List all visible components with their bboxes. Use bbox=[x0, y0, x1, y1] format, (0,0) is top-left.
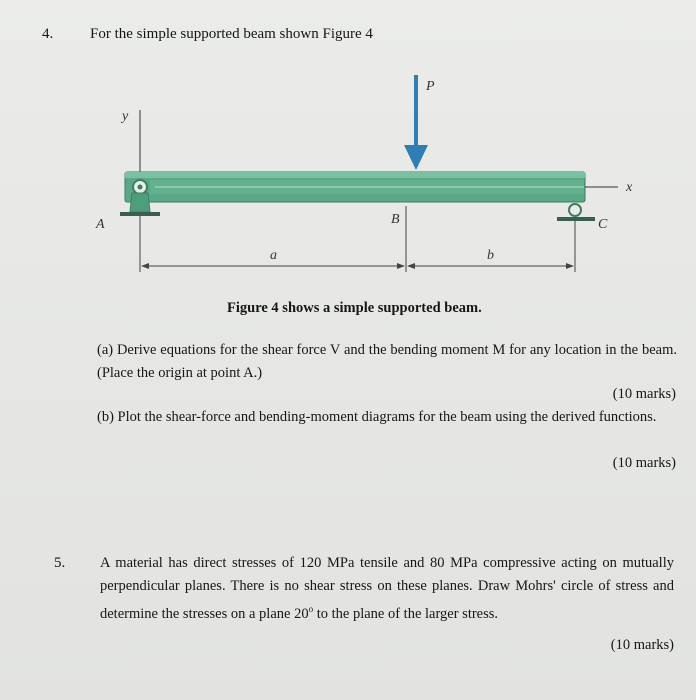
ground-c bbox=[557, 217, 595, 221]
question-4-number: 4. bbox=[42, 26, 54, 42]
question-5-body: A material has direct stresses of 120 MPa tensile and 80 MPa compressive acting on mutually perpendicular planes. There is no shear stress on these planes. Draw Mohrs' circle of stress and determine the stresses on a plane 20 bbox=[100, 555, 674, 622]
ground-a bbox=[120, 212, 160, 216]
label-b-length: b bbox=[487, 248, 494, 263]
dim-arrow-a-left bbox=[141, 263, 149, 269]
part-b-marks: (10 marks) bbox=[612, 455, 676, 471]
dim-arrow-b-right bbox=[566, 263, 574, 269]
figure-caption: Figure 4 shows a simple supported beam. bbox=[227, 300, 482, 316]
part-b-text: (b) Plot the shear-force and bending-moment diagrams for the beam using the derived functions. bbox=[97, 409, 657, 425]
part-a-marks: (10 marks) bbox=[612, 386, 676, 402]
pin-hole bbox=[138, 185, 143, 190]
part-a-text: (a) Derive equations for the shear force V and the bending moment M for any location in the beam. (Place the origin at point A.) bbox=[97, 342, 677, 381]
question-4-intro: For the simple supported beam shown Figure 4 bbox=[90, 26, 373, 42]
degree-symbol: o bbox=[308, 604, 314, 614]
label-a-length: a bbox=[270, 248, 277, 263]
label-a-point: A bbox=[96, 217, 105, 232]
beam-top-flange bbox=[125, 172, 585, 178]
question-5-number: 5. bbox=[54, 555, 66, 571]
beam-web bbox=[150, 180, 584, 194]
label-b-point: B bbox=[391, 212, 400, 227]
dim-arrow-b-left bbox=[407, 263, 415, 269]
question-5-marks: (10 marks) bbox=[610, 637, 674, 653]
dim-arrow-a-right bbox=[397, 263, 405, 269]
question-5-tail: to the plane of the larger stress. bbox=[313, 605, 499, 622]
roller-support-c bbox=[569, 204, 581, 216]
label-p: P bbox=[426, 79, 435, 94]
label-y: y bbox=[122, 109, 129, 124]
question-5-text bbox=[100, 552, 674, 626]
pin-support-body bbox=[130, 193, 150, 212]
load-p-arrowhead bbox=[404, 145, 428, 170]
beam-figure bbox=[0, 0, 696, 300]
label-x: x bbox=[626, 180, 633, 195]
label-c-point: C bbox=[598, 217, 608, 232]
